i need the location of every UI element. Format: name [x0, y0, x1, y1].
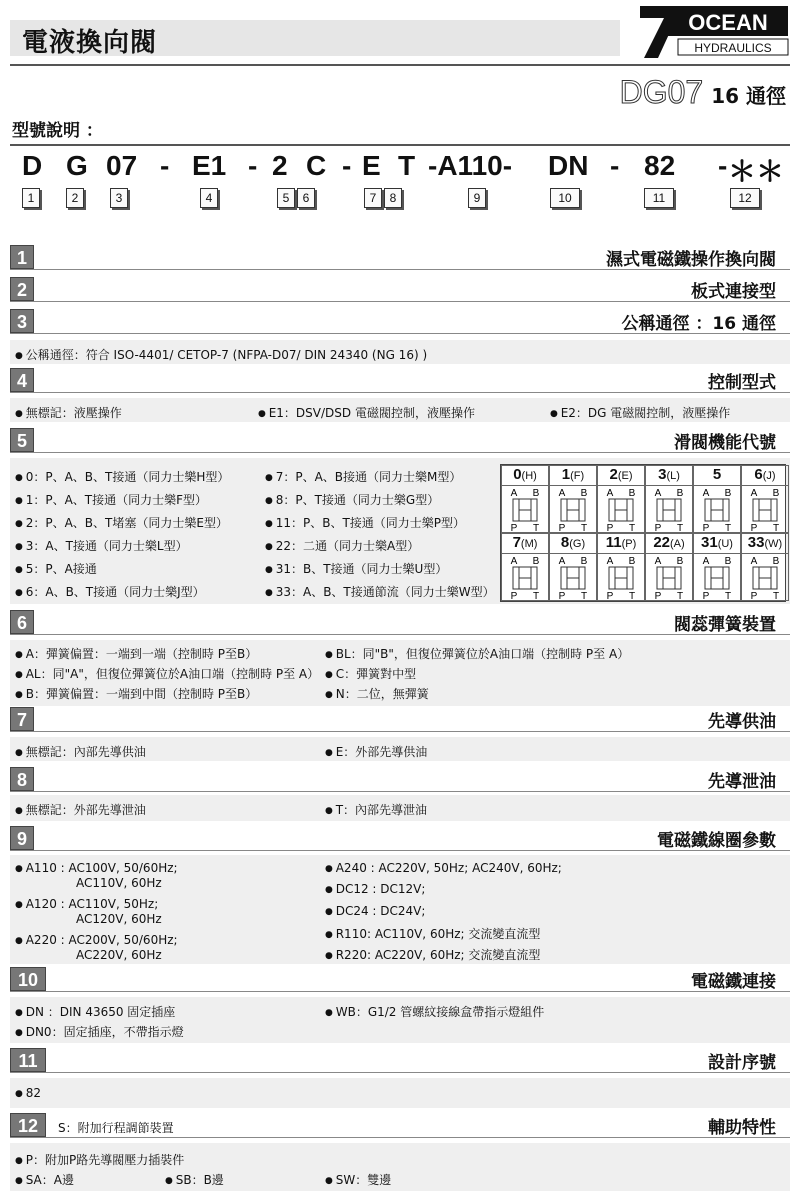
section-number: 8: [10, 767, 34, 791]
list-item: ● AL：同"A"，但復位彈簧位於A油口端（控制時 P至 A）: [15, 665, 319, 682]
list-item: ● SB：B邊: [165, 1171, 224, 1188]
svg-text:A: A: [702, 556, 710, 567]
code-number-box: 9: [468, 188, 486, 208]
section-title: 輔助特性: [708, 1118, 776, 1138]
code-number-box: 2: [66, 188, 84, 208]
spool-number: 33: [747, 534, 765, 551]
section-title: 閥蕊彈簧裝置: [674, 615, 776, 635]
svg-text:B: B: [772, 488, 780, 499]
code-number-box: 10: [550, 188, 580, 208]
list-item: ● E：外部先導供油: [325, 743, 427, 760]
section-number: 12: [10, 1113, 46, 1137]
list-item: ● 無標記：外部先導泄油: [15, 801, 146, 818]
section-body-11: [10, 1078, 790, 1108]
svg-text:T: T: [676, 591, 684, 600]
svg-text:A: A: [606, 488, 614, 499]
section-number: 3: [10, 309, 34, 333]
list-item: ● 1：P、A、T接通（同力士樂F型）: [15, 491, 207, 508]
spool-number: 2: [609, 466, 618, 483]
section-number: 7: [10, 707, 34, 731]
model-code-part: -: [342, 150, 352, 181]
spool-code: [550, 534, 596, 554]
list-item: ● BL：同"B"，但復位彈簧位於A油口端（控制時 P至 A）: [325, 645, 629, 662]
svg-text:P: P: [510, 523, 518, 532]
section-number: 1: [10, 245, 34, 269]
section-header-2: [10, 277, 790, 302]
section-title: 電磁鐵連接: [691, 972, 776, 992]
spool-number: 7: [512, 534, 521, 551]
model-code-part: D: [22, 150, 43, 181]
spool-code: [646, 534, 692, 554]
spool-cell: [645, 533, 693, 601]
spool-symbol-icon: [550, 554, 596, 600]
code-number-box: 4: [200, 188, 218, 208]
spool-cell: [693, 533, 741, 601]
svg-text:P: P: [558, 523, 566, 532]
section-number: 9: [10, 826, 34, 850]
list-item: ● 11：P、B、T接通（同力士樂P型）: [265, 514, 465, 531]
list-item: ● 8：P、T接通（同力士樂G型）: [265, 491, 439, 508]
section-body-7: [10, 737, 790, 761]
svg-text:T: T: [772, 523, 780, 532]
spool-symbol-icon: [742, 554, 788, 600]
list-item: ● P：附加P路先導閥壓力插裝件: [15, 1151, 184, 1168]
model-code-part: 82: [644, 150, 676, 181]
svg-text:A: A: [606, 556, 614, 567]
spool-number: 22: [653, 534, 670, 551]
spool-code: [502, 534, 548, 554]
svg-text:T: T: [772, 591, 780, 600]
list-item: ● WB：G1/2 管螺紋接線盒帶指示燈組件: [325, 1003, 544, 1020]
section-title: 先導供油: [708, 712, 776, 732]
spool-type: (M): [520, 538, 538, 550]
list-item: AC110V, 60Hz: [76, 876, 162, 890]
code-number-box: 1: [22, 188, 40, 208]
section-body-3: [10, 340, 790, 364]
svg-text:P: P: [750, 523, 758, 532]
spool-number: 5: [712, 466, 722, 483]
model-code-part: E1: [192, 150, 227, 181]
spool-symbol-icon: [502, 554, 548, 600]
spool-symbol-table: [500, 464, 786, 602]
section-title: 先導泄油: [708, 772, 776, 792]
section-body-9: [10, 855, 790, 964]
spool-code: [694, 466, 740, 486]
section-title: 設計序號: [708, 1053, 776, 1073]
spool-symbol-icon: [646, 554, 692, 600]
spool-symbol-icon: [694, 486, 740, 532]
page-title: 電液換向閥: [22, 28, 158, 58]
svg-text:P: P: [702, 523, 710, 532]
divider: [10, 64, 790, 66]
list-item: ● 31：B、T接通（同力士樂U型）: [265, 560, 447, 577]
spool-number: 3: [658, 466, 667, 483]
section-number: 5: [10, 428, 34, 452]
spool-cell: [549, 533, 597, 601]
section-number: 10: [10, 967, 46, 991]
spool-cell: [741, 533, 789, 601]
section-body-10: [10, 997, 790, 1043]
list-item: ● 7：P、A、B接通（同力士樂M型）: [265, 468, 461, 485]
list-item: ● 33：A、B、T接通節流（同力士樂W型）: [265, 583, 495, 600]
section-title: 濕式電磁鐵操作換向閥: [606, 250, 776, 270]
svg-text:A: A: [750, 556, 758, 567]
section-title: 滑閥機能代號: [674, 433, 776, 453]
section-header-5: [10, 428, 790, 453]
section-header-7: [10, 707, 790, 732]
spool-code: [598, 534, 644, 554]
svg-text:P: P: [702, 591, 710, 600]
list-item: ● 2：P、A、B、T堵塞（同力士樂E型）: [15, 514, 228, 531]
list-item: AC120V, 60Hz: [76, 912, 162, 926]
section-title: 板式連接型: [691, 282, 776, 302]
list-item: ● DC12 : DC12V;: [325, 882, 425, 896]
list-item: ● T：內部先導泄油: [325, 801, 427, 818]
list-item: ● 82: [15, 1086, 41, 1100]
section-header-11: [10, 1048, 790, 1073]
svg-text:A: A: [654, 556, 662, 567]
list-item: ● A：彈簧偏置：一端到一端（控制時 P至B）: [15, 645, 257, 662]
section-body-4: [10, 398, 790, 422]
svg-text:T: T: [724, 523, 732, 532]
section-title: 電磁鐵線圈參數: [657, 831, 776, 851]
spool-number: 1: [561, 466, 571, 483]
list-item: ● A120 : AC110V, 50Hz;: [15, 897, 158, 911]
spool-type: (G): [569, 538, 586, 550]
svg-text:OCEAN: OCEAN: [688, 10, 768, 35]
list-item: ● B：彈簧偏置：一端到中間（控制時 P至B）: [15, 685, 257, 702]
list-item: ● 公稱通徑：符合 ISO-4401/ CETOP-7 (NFPA-D07/ DIN 24340 (NG 16) ): [15, 346, 427, 363]
svg-text:B: B: [532, 556, 540, 567]
list-item: ● 無標記：內部先導供油: [15, 743, 146, 760]
list-item: AC220V, 60Hz: [76, 948, 162, 962]
spool-type: (L): [666, 470, 680, 482]
spool-symbol-icon: [598, 554, 644, 600]
svg-text:P: P: [558, 591, 566, 600]
spool-cell: [597, 465, 645, 533]
svg-text:T: T: [628, 523, 636, 532]
model-heading: 型號說明 ：: [12, 121, 103, 141]
svg-text:A: A: [702, 488, 710, 499]
section-subtitle: S：附加行程調節裝置: [58, 1121, 174, 1135]
list-item: ● 6：A、B、T接通（同力士樂J型）: [15, 583, 205, 600]
spool-symbol-icon: [694, 554, 740, 600]
section-title: 控制型式: [708, 373, 776, 393]
list-item: ● SA：A邊: [15, 1171, 74, 1188]
svg-text:P: P: [654, 591, 662, 600]
svg-text:A: A: [654, 488, 662, 499]
model-code-part: 2: [272, 150, 288, 181]
spool-symbol-icon: [550, 486, 596, 532]
section-number: 6: [10, 610, 34, 634]
spool-type: (H): [521, 470, 537, 482]
list-item: ● E2：DG 電磁閥控制，液壓操作: [550, 404, 730, 421]
spool-code: [550, 466, 596, 486]
svg-text:B: B: [724, 488, 732, 499]
svg-text:P: P: [654, 523, 662, 532]
code-number-box: 11: [644, 188, 674, 208]
svg-text:P: P: [510, 591, 518, 600]
svg-text:A: A: [558, 556, 566, 567]
svg-text:B: B: [724, 556, 732, 567]
list-item: ● 0：P、A、B、T接通（同力士樂H型）: [15, 468, 229, 485]
svg-text:A: A: [558, 488, 566, 499]
list-item: ● DN ：DIN 43650 固定插座: [15, 1003, 175, 1020]
spool-code: [694, 534, 740, 554]
section-body-6: [10, 640, 790, 706]
spool-type: (P): [621, 538, 637, 550]
list-item: ● C：彈簧對中型: [325, 665, 416, 682]
section-header-9: [10, 826, 790, 851]
spool-cell: [597, 533, 645, 601]
list-item: ● SW：雙邊: [325, 1171, 391, 1188]
series-label: DG07 16 通徑: [619, 74, 786, 110]
list-item: ● DN0：固定插座，不帶指示燈: [15, 1023, 184, 1040]
code-number-box: 5: [277, 188, 295, 208]
list-item: ● A240 : AC220V, 50Hz; AC240V, 60Hz;: [325, 861, 562, 875]
list-item: ● 3：A、T接通（同力士樂L型）: [15, 537, 188, 554]
section-header-8: [10, 767, 790, 792]
svg-text:B: B: [772, 556, 780, 567]
svg-text:B: B: [580, 556, 588, 567]
spool-symbol-icon: [598, 486, 644, 532]
section-title: 公稱通徑 ：16 通徑: [621, 314, 776, 334]
section-body-12: [10, 1143, 790, 1191]
svg-text:B: B: [580, 488, 588, 499]
spool-cell: [741, 465, 789, 533]
section-number: 11: [10, 1048, 46, 1072]
svg-text:P: P: [606, 591, 614, 600]
spool-type: (W): [764, 538, 783, 550]
list-item: ● E1：DSV/DSD 電磁閥控制，液壓操作: [258, 404, 475, 421]
spool-cell: [693, 465, 741, 533]
svg-text:P: P: [606, 523, 614, 532]
divider: [10, 144, 790, 146]
list-item: ● N：二位，無彈簧: [325, 685, 429, 702]
code-number-box: 6: [297, 188, 315, 208]
list-item: ● R220: AC220V, 60Hz; 交流變直流型: [325, 946, 540, 963]
section-number: 4: [10, 368, 34, 392]
svg-text:B: B: [628, 488, 636, 499]
section-header-3: [10, 309, 790, 334]
svg-text:A: A: [510, 556, 518, 567]
svg-text:B: B: [628, 556, 636, 567]
list-item: ● 5：P、A接通: [15, 560, 97, 577]
svg-text:B: B: [532, 488, 540, 499]
svg-text:HYDRAULICS: HYDRAULICS: [694, 41, 772, 55]
spool-code: [598, 466, 644, 486]
svg-text:T: T: [580, 523, 588, 532]
svg-text:A: A: [510, 488, 518, 499]
spool-symbol-icon: [502, 486, 548, 532]
svg-text:T: T: [580, 591, 588, 600]
list-item: ● 無標記：液壓操作: [15, 404, 122, 421]
spool-code: [502, 466, 548, 486]
spool-cell: [501, 465, 549, 533]
list-item: ● A220 : AC200V, 50/60Hz;: [15, 933, 178, 947]
spool-number: 8: [560, 534, 570, 551]
code-number-box: 8: [384, 188, 402, 208]
svg-text:T: T: [676, 523, 684, 532]
section-header-12: [10, 1113, 790, 1138]
model-code-part: E: [362, 150, 381, 181]
model-code-part: 07: [106, 150, 138, 181]
model-code-part: ＊＊: [728, 156, 785, 187]
svg-text:T: T: [532, 591, 540, 600]
svg-text:T: T: [532, 523, 540, 532]
spool-type: (U): [717, 538, 733, 550]
spool-code: [742, 534, 788, 554]
spool-type: (A): [670, 538, 685, 550]
section-number: 2: [10, 277, 34, 301]
model-code-part: -A110-: [428, 150, 513, 181]
model-code-part: -: [248, 150, 258, 181]
list-item: ● A110 : AC100V, 50/60Hz;: [15, 861, 178, 875]
model-code-part: DN: [548, 150, 589, 181]
list-item: ● 22：二通（同力士樂A型）: [265, 537, 419, 554]
spool-number: 31: [701, 534, 718, 551]
spool-type: (F): [570, 470, 585, 482]
spool-type: (E): [617, 470, 633, 482]
model-code-part: -: [718, 150, 728, 181]
svg-text:T: T: [724, 591, 732, 600]
section-header-6: [10, 610, 790, 635]
ocean-hydraulics-logo: [640, 4, 790, 58]
section-header-1: [10, 245, 790, 270]
spool-number: 11: [605, 534, 622, 551]
code-number-box: 7: [364, 188, 382, 208]
model-code-part: -: [160, 150, 170, 181]
model-code-part: T: [398, 150, 416, 181]
list-item: ● R110: AC110V, 60Hz; 交流變直流型: [325, 925, 540, 942]
spool-type: (J): [762, 470, 776, 482]
code-number-box: 12: [730, 188, 760, 208]
spool-number: 0: [513, 466, 522, 483]
code-number-box: 3: [110, 188, 128, 208]
model-code-part: G: [66, 150, 88, 181]
svg-text:A: A: [750, 488, 758, 499]
spool-symbol-icon: [646, 486, 692, 532]
svg-text:B: B: [676, 556, 684, 567]
model-code-part: C: [306, 150, 327, 181]
section-header-4: [10, 368, 790, 393]
spool-number: 6: [754, 466, 763, 483]
svg-text:P: P: [750, 591, 758, 600]
list-item: ● DC24 : DC24V;: [325, 904, 425, 918]
spool-code: [646, 466, 692, 486]
spool-code: [742, 466, 788, 486]
svg-text:B: B: [676, 488, 684, 499]
spool-cell: [501, 533, 549, 601]
spool-cell: [549, 465, 597, 533]
spool-symbol-icon: [742, 486, 788, 532]
section-header-10: [10, 967, 790, 992]
section-body-8: [10, 795, 790, 821]
model-code-part: -: [610, 150, 620, 181]
spool-cell: [645, 465, 693, 533]
model-code: [0, 150, 800, 187]
svg-text:T: T: [628, 591, 636, 600]
